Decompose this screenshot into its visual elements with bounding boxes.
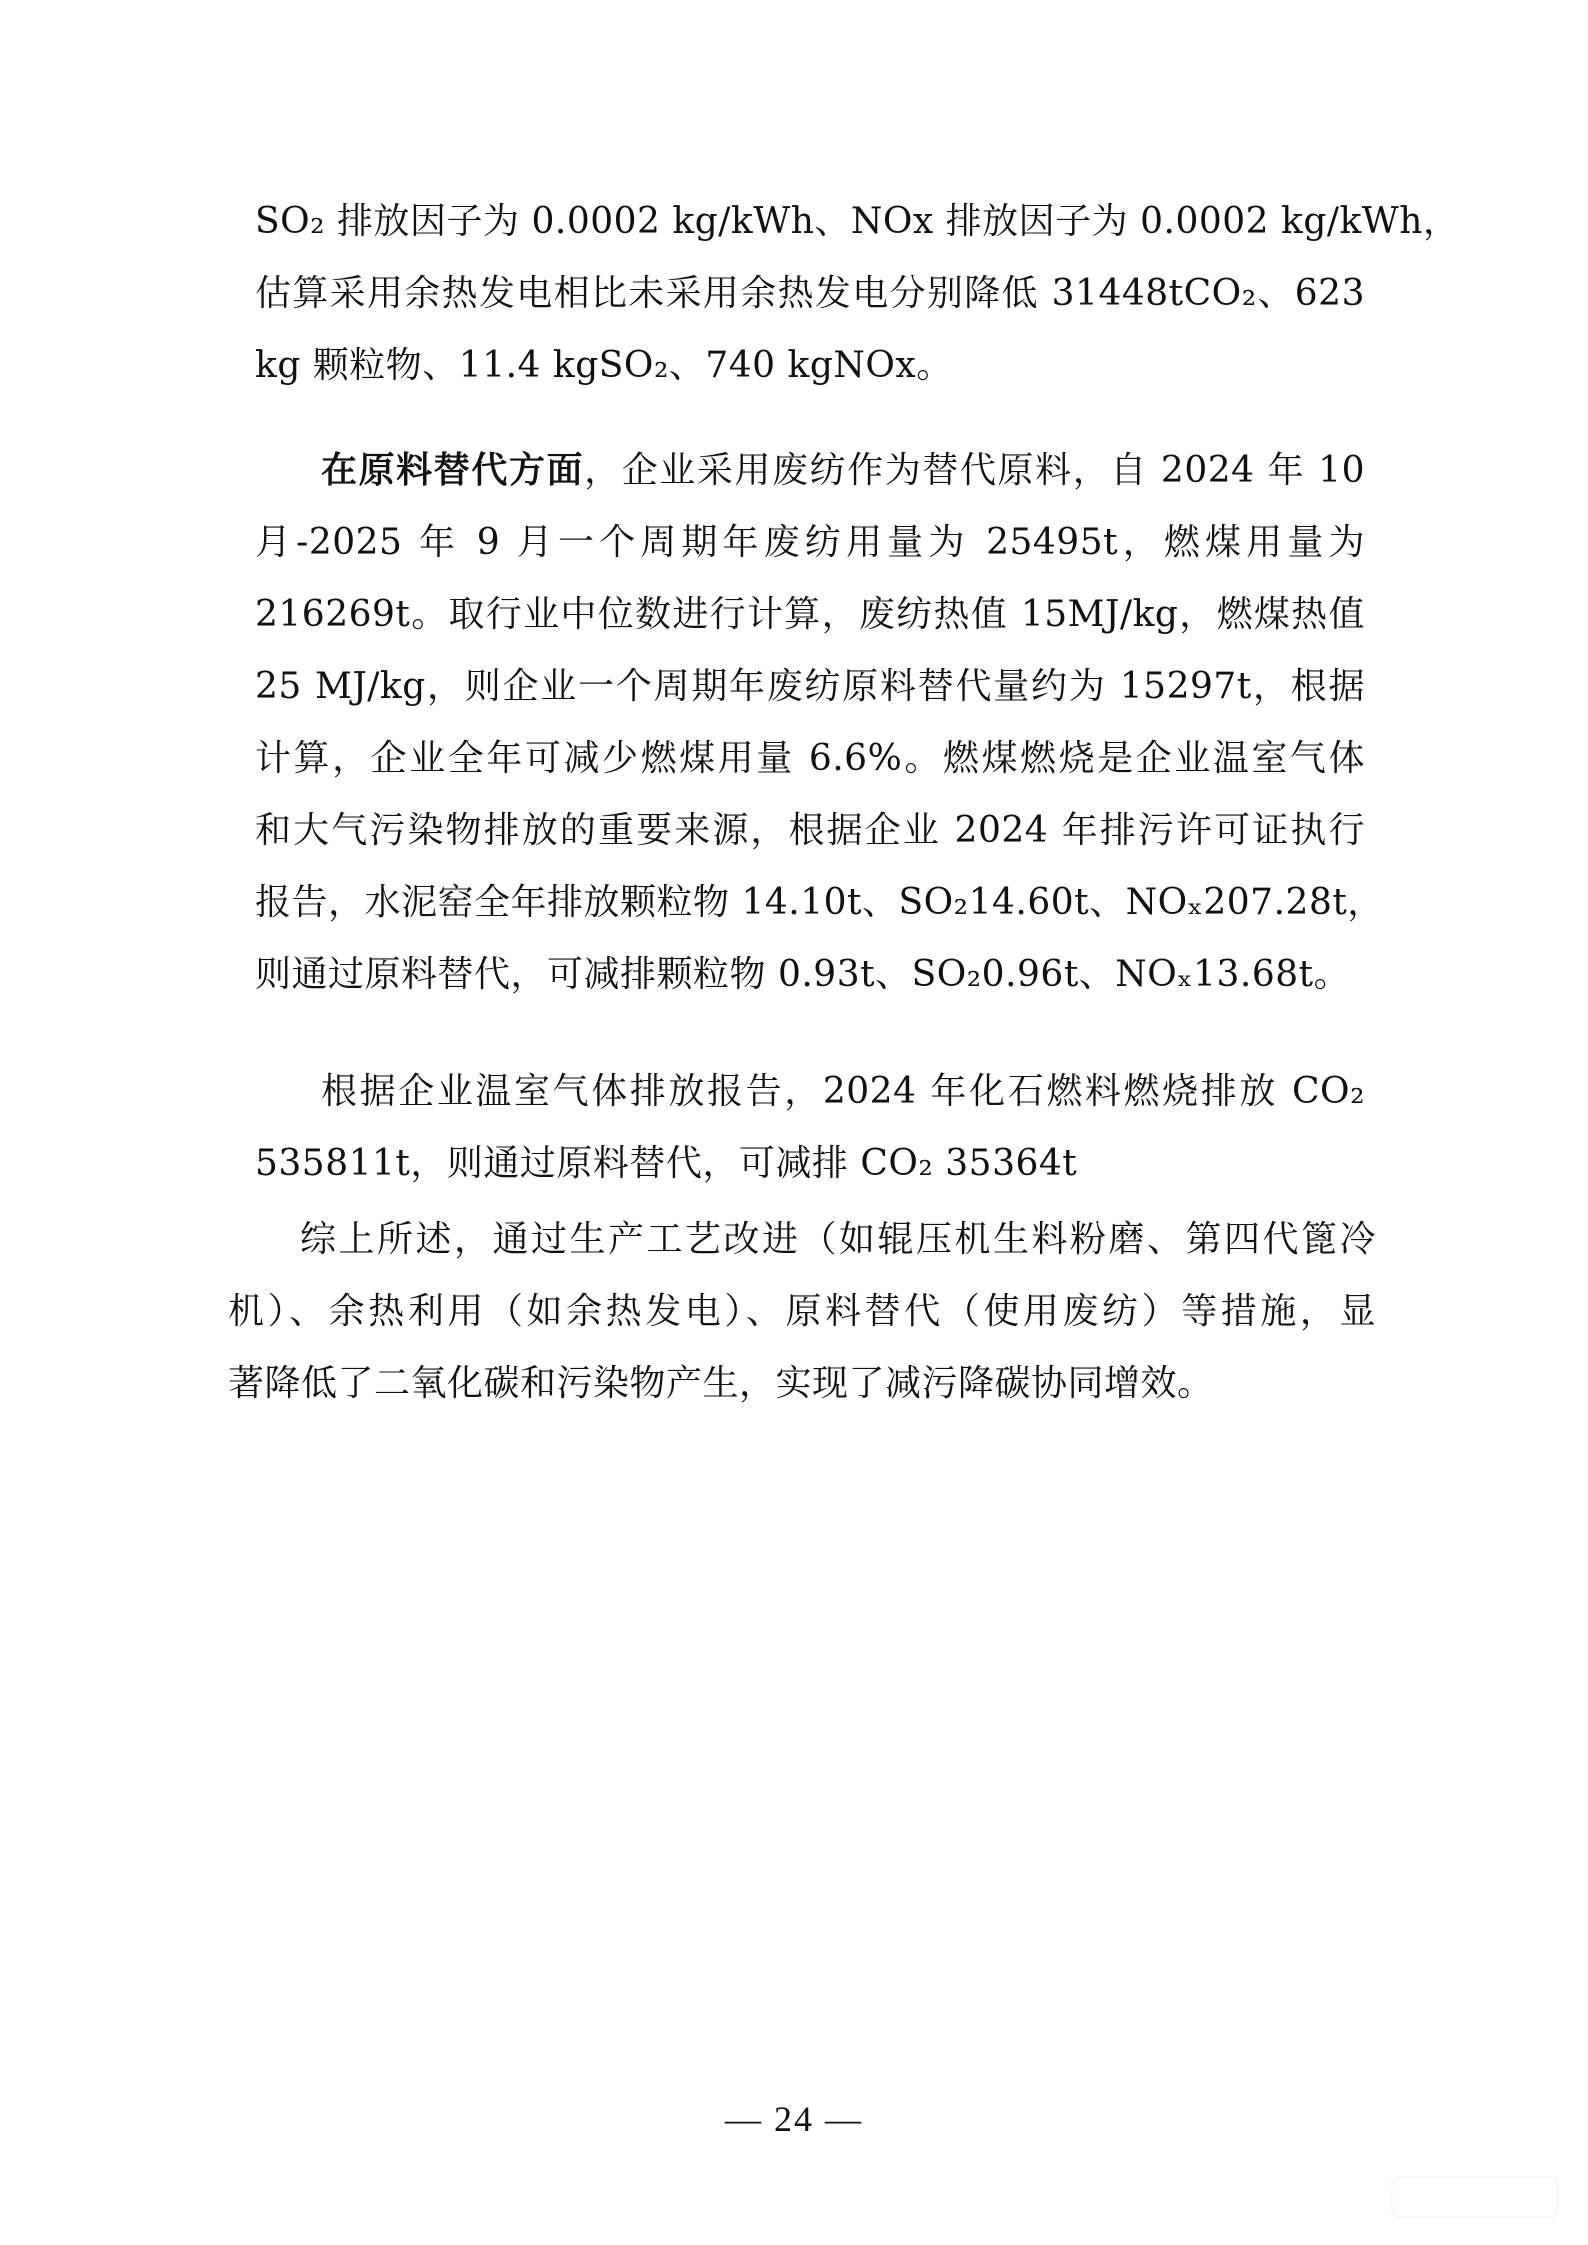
text-line: kg 颗粒物、11.4 kgSO₂、740 kgNOx。 — [255, 345, 953, 386]
corner-watermark-icon — [1390, 2167, 1560, 2227]
text-line: 计算，企业全年可减少燃煤用量 6.6%。燃煤燃烧是企业温室气体 — [255, 738, 1365, 779]
text-line: 根据企业温室气体排放报告，2024 年化石燃料燃烧排放 CO₂ — [321, 1071, 1365, 1112]
paragraph-raw-material-substitution — [255, 435, 1384, 1011]
text-line: 综上所述，通过生产工艺改进（如辊压机生料粉磨、第四代篦冷 — [300, 1219, 1376, 1260]
text-line: 则通过原料替代，可减排颗粒物 0.93t、SO₂0.96t、NOₓ13.68t。 — [255, 954, 1351, 995]
paragraph-summary — [228, 1204, 1376, 1420]
text-line: 报告，水泥窑全年排放颗粒物 14.10t、SO₂14.60t、NOₓ207.28t， — [255, 882, 1384, 923]
text-line-with-heading — [255, 435, 1365, 507]
text-line: SO₂ 排放因子为 0.0002 kg/kWh、NOx 排放因子为 0.0002 kg/kWh， — [255, 201, 1460, 242]
text-line: 216269t。取行业中位数进行计算，废纺热值 15MJ/kg，燃煤热值 — [255, 594, 1365, 635]
paragraph-ghg-report — [255, 1056, 1365, 1200]
text-line: 估算采用余热发电相比未采用余热发电分别降低 31448tCO₂、623 — [255, 273, 1365, 314]
text-line: 机）、余热利用（如余热发电）、原料替代（使用废纺）等措施，显 — [228, 1291, 1376, 1332]
text-line: ，企业采用废纺作为替代原料，自 2024 年 10 — [584, 450, 1365, 491]
text-line: 月-2025 年 9 月一个周期年废纺用量为 25495t，燃煤用量为 — [255, 522, 1365, 563]
section-lead-heading: 在原料替代方面 — [321, 450, 585, 491]
page-number: — 24 — — [725, 2099, 863, 2139]
text-line: 535811t，则通过原料替代，可减排 CO₂ 35364t — [255, 1143, 1078, 1184]
text-line: 和大气污染物排放的重要来源，根据企业 2024 年排污许可证执行 — [255, 810, 1365, 851]
text-line: 著降低了二氧化碳和污染物产生，实现了减污降碳协同增效。 — [228, 1363, 1214, 1404]
paragraph-waste-heat-emissions — [255, 186, 1460, 402]
text-line: 25 MJ/kg，则企业一个周期年废纺原料替代量约为 15297t，根据 — [255, 666, 1365, 707]
